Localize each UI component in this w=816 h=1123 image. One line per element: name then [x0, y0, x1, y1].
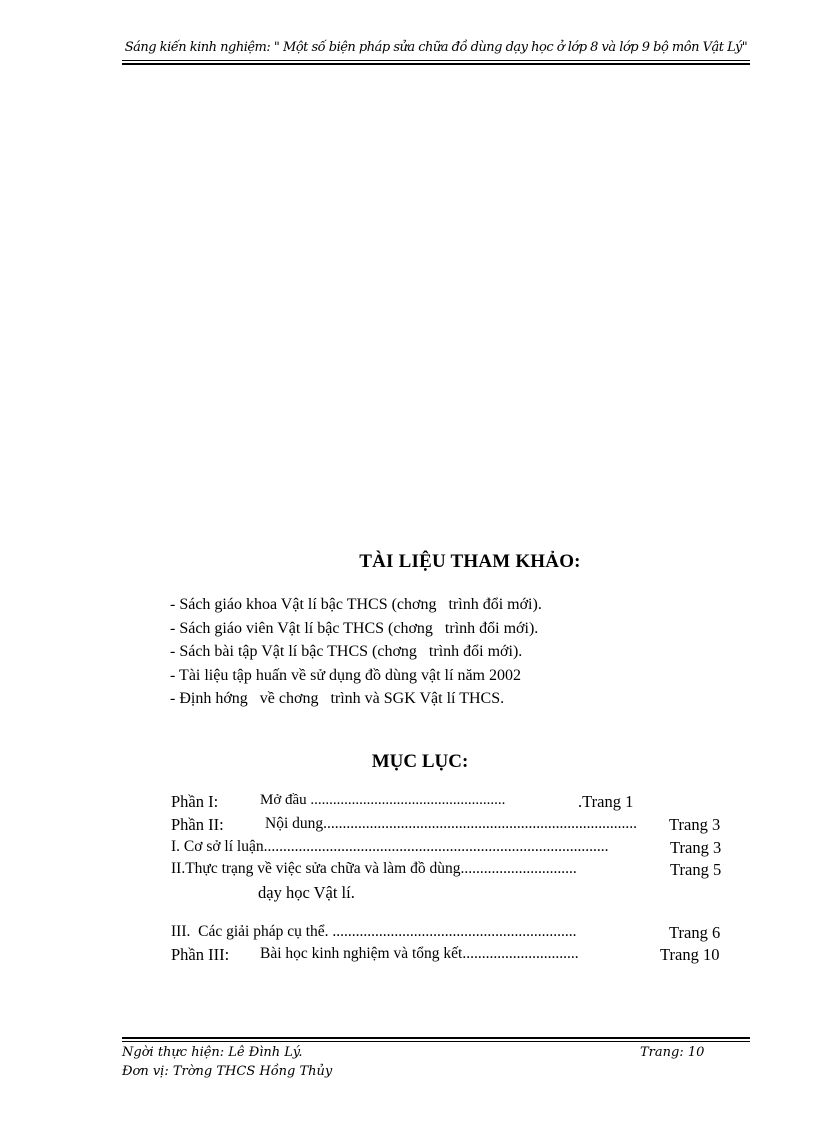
- reference-item: - Tài liệu tập huấn về sử dụng đồ dùng vật lí năm 2002: [170, 666, 521, 684]
- toc-entry: Nội dung.................................................................................: [265, 815, 637, 832]
- footer-rule-thick: [122, 1037, 750, 1039]
- toc-page: Trang 3: [670, 838, 722, 857]
- toc-entry: III. Các giải pháp cụ thể. ...............................................................: [171, 923, 577, 940]
- references-list: [170, 593, 542, 711]
- footer-rule-thin: [122, 1041, 750, 1042]
- toc-page: Trang 3: [669, 815, 721, 834]
- header-rule-thin: [122, 60, 750, 61]
- toc-part-label: Phần I:: [171, 792, 219, 811]
- footer-unit: Đơn vị: Trờng THCS Hồng Thủy: [122, 1064, 333, 1079]
- toc-page: Trang 10: [660, 945, 720, 964]
- reference-item: - Định hớng về chơng trình và SGK Vật lí THCS.: [170, 690, 505, 707]
- toc-page: .Trang 1: [578, 792, 634, 811]
- toc-part-label: Phần II:: [171, 815, 224, 834]
- toc-entry: II.Thực trạng về việc sửa chữa và làm đồ dùng..............................: [171, 860, 577, 877]
- footer-author: Ngời thực hiện: Lê Đình Lý.: [122, 1045, 303, 1060]
- toc-entry: Mở đầu ....................................................: [260, 792, 506, 808]
- reference-item: - Sách giáo khoa Vật lí bậc THCS (chơng trình đổi mới).: [170, 596, 542, 613]
- reference-item: - Sách bài tập Vật lí bậc THCS (chơng trình đổi mới).: [170, 643, 523, 660]
- toc-entry: Bài học kinh nghiệm và tổng kết..............................: [260, 945, 579, 962]
- toc-entry-continuation: dạy học Vật lí.: [258, 883, 355, 902]
- toc-title: MỤC LỤC:: [371, 751, 469, 772]
- toc-page: Trang 6: [669, 923, 721, 942]
- toc-page: Trang 5: [670, 860, 722, 879]
- header-title: Sáng kiến kinh nghiệm: " Một số biện pháp sửa chữa đồ dùng dạy học ở lớp 8 và lớp 9 bộ môn Vật Lý": [124, 40, 748, 55]
- header-rule-thick: [122, 63, 750, 65]
- toc-entry: I. Cơ sở lí luận.........................................................................................: [171, 838, 609, 855]
- footer-page-number: Trang: 10: [640, 1045, 705, 1060]
- references-title: TÀI LIỆU THAM KHẢO:: [359, 551, 581, 572]
- toc-part-label: Phần III:: [171, 945, 230, 964]
- reference-item: - Sách giáo viên Vật lí bậc THCS (chơng trình đổi mới).: [170, 619, 539, 637]
